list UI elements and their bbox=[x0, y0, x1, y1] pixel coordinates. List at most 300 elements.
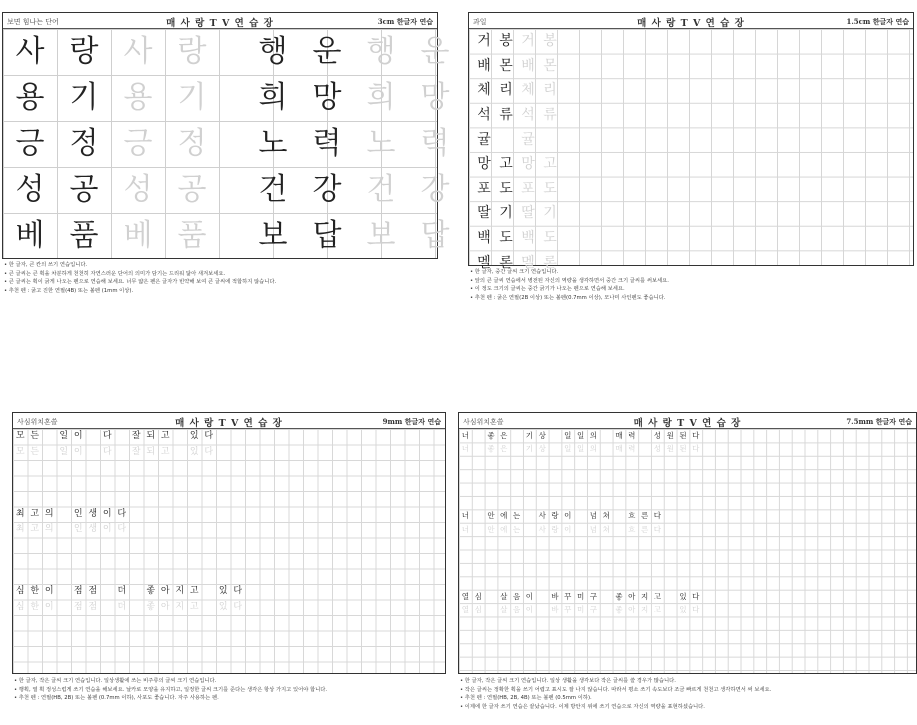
trace-glyph bbox=[574, 523, 587, 536]
practice-glyph: 좋 bbox=[615, 591, 623, 601]
trace-glyph: 인 bbox=[73, 524, 83, 535]
practice-glyph: 아 bbox=[160, 586, 170, 597]
practice-glyph: 좋 bbox=[487, 430, 495, 440]
practice-glyph bbox=[574, 509, 587, 522]
sheet-topic: 사심위치혼쓸 bbox=[17, 418, 58, 426]
sheet-size-label: 3cm 한글자 연습 bbox=[377, 17, 433, 26]
sheet-title: 매 사 랑 T V 연 습 장 bbox=[633, 418, 742, 429]
practice-glyph: 이 bbox=[102, 508, 112, 519]
trace-glyph: 이 bbox=[525, 605, 534, 615]
note-line: • 이 정도 크기의 글씨는 중간 굵기가 나오는 펜으로 연습해 보세요. bbox=[470, 286, 625, 293]
sheet-topic: 보면 힘나는 단어 bbox=[7, 18, 59, 26]
trace-glyph: 의 bbox=[44, 524, 54, 535]
trace-glyph: 있 bbox=[189, 446, 199, 457]
trace-glyph bbox=[42, 445, 57, 461]
practice-glyph: 일 bbox=[564, 430, 572, 440]
trace-glyph: 너 bbox=[461, 444, 470, 454]
trace-glyph: 력 bbox=[628, 444, 636, 454]
trace-glyph: 다 bbox=[653, 524, 662, 534]
practice-sheet-7-5mm bbox=[456, 410, 917, 725]
practice-glyph: 보 bbox=[258, 218, 288, 253]
trace-glyph: 일 bbox=[59, 446, 69, 457]
practice-glyph bbox=[472, 509, 485, 522]
practice-glyph: 봉 bbox=[499, 33, 513, 50]
practice-glyph: 있 bbox=[189, 431, 199, 442]
trace-glyph: 쳐 bbox=[602, 524, 610, 534]
trace-glyph bbox=[523, 523, 536, 536]
practice-glyph bbox=[638, 429, 651, 442]
trace-glyph: 용 bbox=[123, 80, 153, 115]
note-line: • 이제에 한 글자 쓰기 연습은 끝났습니다. 이제 방안지 위에 쓰기 연습으로 자신의 역량을 표현하셨습니다. bbox=[460, 703, 705, 710]
practice-glyph: 열 bbox=[461, 591, 470, 601]
practice-grid bbox=[469, 29, 913, 271]
trace-glyph: 일 bbox=[564, 444, 572, 454]
trace-glyph: 심 bbox=[474, 605, 482, 615]
trace-glyph: 도 bbox=[543, 230, 557, 247]
trace-glyph bbox=[539, 127, 561, 152]
practice-glyph: 상 bbox=[538, 430, 546, 440]
practice-glyph: 행 bbox=[258, 34, 288, 69]
trace-glyph: 아 bbox=[160, 601, 170, 612]
practice-glyph: 론 bbox=[499, 254, 513, 271]
note-line: • 한 글자, 큰 칸의 쓰기 연습입니다. bbox=[4, 262, 88, 268]
trace-glyph: 운 bbox=[420, 34, 450, 69]
practice-glyph: 흐 bbox=[628, 511, 636, 521]
practice-glyph: 망 bbox=[477, 156, 491, 173]
trace-glyph: 정 bbox=[177, 126, 207, 161]
sheet-frame bbox=[468, 12, 914, 271]
trace-glyph: 보 bbox=[366, 218, 396, 253]
practice-glyph: 기 bbox=[499, 205, 513, 222]
practice-glyph: 아 bbox=[628, 591, 636, 601]
trace-glyph: 른 bbox=[640, 524, 649, 534]
practice-grid bbox=[459, 429, 916, 673]
practice-glyph: 심 bbox=[474, 591, 482, 601]
practice-glyph bbox=[549, 429, 562, 442]
trace-glyph: 고 bbox=[30, 524, 40, 535]
trace-glyph: 백 bbox=[521, 230, 535, 247]
trace-glyph: 일 bbox=[576, 444, 585, 454]
practice-glyph: 거 bbox=[477, 33, 491, 50]
practice-glyph: 원 bbox=[666, 430, 674, 440]
practice-glyph: 른 bbox=[640, 511, 649, 521]
trace-glyph: 다 bbox=[102, 446, 112, 457]
practice-glyph: 품 bbox=[69, 218, 99, 253]
practice-glyph: 너 bbox=[461, 430, 470, 440]
note-line: • 추천 펜 : 연필(HB, 2B) 또는 볼펜 (0.7mm 이하), 사포도 좋습니다. 자주 사용하는 펜. bbox=[14, 695, 219, 702]
trace-glyph: 딸 bbox=[521, 205, 535, 222]
trace-glyph: 답 bbox=[420, 218, 450, 253]
practice-glyph: 체 bbox=[477, 82, 491, 99]
practice-glyph bbox=[129, 584, 144, 600]
note-line: • 한 글자, 작은 글씨 크기 연습입니다. 일상생활에 쓰는 비주류의 글씨 크기 연습입니다. bbox=[14, 678, 217, 684]
practice-grid bbox=[3, 29, 450, 258]
practice-glyph: 기 bbox=[69, 80, 99, 115]
trace-glyph: 매 bbox=[615, 444, 623, 454]
sheet-topic: 과일 bbox=[473, 18, 487, 26]
practice-glyph: 매 bbox=[615, 430, 623, 440]
trace-glyph: 구 bbox=[589, 605, 598, 615]
trace-glyph: 력 bbox=[420, 126, 450, 161]
trace-glyph: 기 bbox=[525, 444, 534, 454]
practice-glyph bbox=[536, 590, 549, 603]
trace-glyph: 체 bbox=[521, 82, 535, 99]
trace-glyph: 귤 bbox=[521, 131, 535, 148]
trace-glyph: 다 bbox=[692, 605, 700, 615]
practice-glyph: 의 bbox=[589, 430, 598, 440]
trace-glyph bbox=[57, 522, 72, 538]
practice-glyph: 에 bbox=[500, 511, 508, 521]
trace-glyph bbox=[100, 600, 115, 616]
trace-glyph: 된 bbox=[679, 444, 687, 454]
practice-glyph: 고 bbox=[499, 156, 513, 173]
trace-glyph bbox=[202, 600, 217, 616]
practice-glyph bbox=[600, 590, 613, 603]
practice-glyph bbox=[485, 590, 498, 603]
trace-glyph: 지 bbox=[640, 605, 649, 615]
trace-glyph: 고 bbox=[543, 156, 557, 173]
practice-glyph: 긍 bbox=[15, 126, 45, 161]
practice-glyph bbox=[495, 127, 517, 152]
practice-glyph: 랑 bbox=[69, 34, 99, 69]
trace-glyph: 이 bbox=[102, 524, 112, 535]
trace-glyph: 상 bbox=[538, 444, 546, 454]
practice-glyph: 다 bbox=[102, 431, 112, 442]
practice-glyph: 일 bbox=[59, 431, 69, 442]
practice-glyph: 되 bbox=[146, 431, 156, 442]
trace-glyph: 고 bbox=[189, 601, 199, 612]
trace-glyph: 론 bbox=[543, 254, 557, 271]
trace-glyph bbox=[638, 442, 651, 455]
practice-glyph: 강 bbox=[312, 172, 342, 207]
note-line: • 추천 펜 : 굵고 진한 연필(4B) 또는 볼펜 (1mm 이상). bbox=[4, 287, 134, 294]
practice-glyph: 정 bbox=[69, 126, 99, 161]
trace-glyph: 사 bbox=[538, 524, 546, 534]
practice-glyph: 공 bbox=[69, 172, 99, 207]
trace-glyph bbox=[485, 603, 498, 616]
practice-glyph: 사 bbox=[538, 511, 546, 521]
sheet-size-label: 9mm 한글자 연습 bbox=[382, 417, 441, 426]
practice-glyph: 사 bbox=[15, 34, 45, 69]
practice-glyph: 용 bbox=[15, 80, 45, 115]
practice-glyph: 석 bbox=[477, 107, 491, 124]
sheet-notes bbox=[460, 677, 771, 711]
practice-glyph: 넘 bbox=[589, 511, 598, 521]
practice-glyph: 다 bbox=[653, 511, 662, 521]
trace-glyph: 포 bbox=[521, 180, 535, 197]
practice-glyph: 백 bbox=[477, 230, 491, 247]
practice-glyph: 망 bbox=[312, 80, 342, 115]
trace-glyph: 리 bbox=[543, 82, 557, 99]
practice-glyph: 고 bbox=[160, 431, 170, 442]
practice-glyph bbox=[510, 429, 523, 442]
trace-glyph: 성 bbox=[653, 444, 662, 454]
note-line: • 작은 글씨는 정확한 획을 쓰기 어렵고 표시도 잘 나지 않습니다. 따라서 평소 쓰기 속도보다 조금 빠르게 천천고 생각하면서 써 보세요. bbox=[460, 686, 772, 693]
trace-glyph: 아 bbox=[628, 605, 636, 615]
trace-glyph: 몬 bbox=[543, 57, 557, 74]
practice-glyph: 든 bbox=[30, 431, 40, 442]
practice-glyph: 다 bbox=[692, 430, 700, 440]
practice-glyph: 배 bbox=[477, 57, 491, 74]
practice-glyph: 운 bbox=[312, 34, 342, 69]
practice-glyph: 일 bbox=[576, 430, 585, 440]
practice-sheet-3cm bbox=[0, 10, 450, 310]
note-line: • 행획, 열 획 정성스럽게 쓰기 연습을 해보세요. 날카로 모양을 유지하고, 일정한 글씨 크기를 준다는 생각은 항상 가지고 있어야 합니다. bbox=[14, 686, 328, 693]
trace-glyph: 있 bbox=[218, 601, 228, 612]
sheet-size-label: 1.5cm 한글자 연습 bbox=[846, 17, 909, 26]
trace-glyph: 점 bbox=[88, 601, 98, 612]
trace-glyph: 지 bbox=[175, 601, 185, 612]
sheet-notes bbox=[470, 268, 669, 302]
trace-glyph: 되 bbox=[146, 446, 156, 457]
trace-glyph bbox=[472, 523, 485, 536]
practice-glyph: 답 bbox=[312, 218, 342, 253]
trace-glyph: 좋 bbox=[487, 444, 495, 454]
trace-glyph: 음 bbox=[512, 605, 521, 615]
trace-glyph bbox=[129, 600, 144, 616]
practice-glyph: 류 bbox=[499, 107, 513, 124]
trace-glyph: 는 bbox=[512, 524, 521, 534]
trace-glyph: 좋 bbox=[615, 605, 623, 615]
practice-glyph: 몬 bbox=[499, 57, 513, 74]
trace-glyph bbox=[173, 445, 188, 461]
trace-glyph: 최 bbox=[15, 524, 25, 535]
practice-glyph bbox=[173, 429, 188, 445]
trace-glyph: 망 bbox=[521, 156, 535, 173]
trace-glyph: 베 bbox=[123, 218, 153, 253]
trace-glyph: 있 bbox=[679, 605, 687, 615]
sheet-frame bbox=[12, 412, 446, 674]
trace-glyph: 다 bbox=[204, 446, 214, 457]
practice-glyph: 건 bbox=[258, 172, 288, 207]
trace-glyph: 성 bbox=[123, 172, 153, 207]
practice-glyph: 인 bbox=[73, 508, 83, 519]
practice-glyph: 고 bbox=[653, 591, 662, 601]
practice-grid bbox=[13, 429, 445, 673]
trace-glyph: 바 bbox=[551, 605, 559, 615]
practice-glyph: 다 bbox=[204, 431, 214, 442]
practice-glyph: 고 bbox=[30, 508, 40, 519]
practice-glyph: 도 bbox=[499, 230, 513, 247]
trace-glyph: 안 bbox=[487, 524, 495, 534]
practice-glyph: 기 bbox=[525, 430, 534, 440]
practice-glyph bbox=[42, 429, 57, 445]
practice-glyph: 있 bbox=[679, 591, 687, 601]
practice-glyph bbox=[523, 509, 536, 522]
practice-sheet-9mm bbox=[10, 410, 450, 725]
sheet-title: 매 사 랑 T V 연 습 장 bbox=[166, 18, 274, 29]
practice-glyph bbox=[57, 507, 72, 523]
trace-glyph: 너 bbox=[461, 524, 470, 534]
sheet-size-label: 7.5mm 한글자 연습 bbox=[846, 417, 912, 426]
sheet-topic: 사심위치혼쓸 bbox=[463, 418, 504, 426]
practice-glyph: 다 bbox=[692, 591, 700, 601]
trace-glyph: 은 bbox=[500, 444, 508, 454]
trace-glyph: 살 bbox=[500, 605, 508, 615]
trace-glyph: 이 bbox=[44, 601, 54, 612]
practice-glyph: 다 bbox=[117, 508, 127, 519]
note-line: • 추천 펜 : 굵은 연필(2B 이상) 또는 볼펜(0.7mm 이상), 모나미 사인펜도 좋습니다. bbox=[470, 294, 666, 301]
trace-glyph bbox=[600, 442, 613, 455]
trace-glyph: 봉 bbox=[543, 33, 557, 50]
trace-glyph bbox=[664, 603, 677, 616]
trace-glyph: 멜 bbox=[521, 254, 535, 271]
trace-glyph: 이 bbox=[73, 446, 83, 457]
trace-glyph: 한 bbox=[30, 601, 40, 612]
note-line: • 앞의 큰 글씨 연습에서 병전된 자신의 역량을 생각하면서 중간 크기 글씨를 써보세요. bbox=[470, 277, 669, 284]
trace-glyph: 흐 bbox=[628, 524, 636, 534]
practice-glyph: 는 bbox=[512, 511, 521, 521]
practice-glyph: 베 bbox=[15, 218, 45, 253]
trace-glyph: 미 bbox=[576, 605, 585, 615]
practice-glyph: 멜 bbox=[477, 254, 491, 271]
practice-glyph: 점 bbox=[73, 586, 83, 597]
trace-glyph: 잘 bbox=[131, 446, 141, 457]
practice-glyph bbox=[472, 429, 485, 442]
practice-glyph: 노 bbox=[258, 126, 288, 161]
practice-glyph: 력 bbox=[628, 430, 636, 440]
trace-glyph: 배 bbox=[521, 57, 535, 74]
trace-glyph: 점 bbox=[73, 601, 83, 612]
practice-glyph: 된 bbox=[679, 430, 687, 440]
trace-glyph: 이 bbox=[564, 524, 572, 534]
practice-glyph: 성 bbox=[15, 172, 45, 207]
practice-glyph: 귤 bbox=[477, 131, 491, 148]
practice-glyph: 지 bbox=[640, 591, 649, 601]
sheet-frame bbox=[2, 12, 450, 259]
trace-glyph: 랑 bbox=[551, 524, 559, 534]
practice-glyph: 잘 bbox=[131, 431, 141, 442]
note-line: • 큰 글씨는 획이 굵게 나오는 펜으로 연습해 보세요. 너무 얇은 펜은 글자가 빈약해 보여 큰 글씨에 적합하지 않습니다. bbox=[4, 279, 277, 286]
trace-glyph: 심 bbox=[15, 601, 25, 612]
trace-glyph: 노 bbox=[366, 126, 396, 161]
trace-glyph: 넘 bbox=[589, 524, 598, 534]
trace-glyph bbox=[549, 442, 562, 455]
practice-glyph bbox=[664, 590, 677, 603]
trace-glyph: 사 bbox=[123, 34, 153, 69]
practice-glyph: 희 bbox=[258, 80, 288, 115]
practice-glyph: 최 bbox=[15, 508, 25, 519]
practice-glyph: 쳐 bbox=[602, 511, 610, 521]
trace-glyph: 꾸 bbox=[564, 605, 572, 615]
trace-glyph: 더 bbox=[117, 601, 127, 612]
trace-glyph: 에 bbox=[500, 524, 508, 534]
practice-glyph: 심 bbox=[15, 586, 25, 597]
sheet-header bbox=[3, 13, 437, 29]
trace-glyph bbox=[472, 442, 485, 455]
practice-sheet-1-5cm bbox=[466, 10, 917, 310]
practice-glyph bbox=[100, 584, 115, 600]
trace-glyph: 건 bbox=[366, 172, 396, 207]
trace-glyph: 긍 bbox=[123, 126, 153, 161]
practice-glyph bbox=[57, 584, 72, 600]
practice-glyph: 있 bbox=[218, 586, 228, 597]
trace-glyph: 고 bbox=[653, 605, 662, 615]
note-line: • 추천 펜 : 연필(HB, 2B, 4B) 또는 볼펜 (0.5mm 이하). bbox=[460, 695, 592, 702]
trace-glyph bbox=[600, 603, 613, 616]
practice-glyph: 한 bbox=[30, 586, 40, 597]
practice-glyph bbox=[202, 584, 217, 600]
trace-glyph: 다 bbox=[692, 444, 700, 454]
trace-glyph: 원 bbox=[666, 444, 674, 454]
practice-glyph: 이 bbox=[73, 431, 83, 442]
practice-glyph: 력 bbox=[312, 126, 342, 161]
trace-glyph: 좋 bbox=[146, 601, 156, 612]
trace-glyph: 열 bbox=[461, 605, 470, 615]
sheet-header bbox=[459, 413, 916, 429]
trace-glyph bbox=[86, 445, 101, 461]
practice-glyph bbox=[115, 429, 130, 445]
practice-glyph: 이 bbox=[525, 591, 534, 601]
trace-glyph: 류 bbox=[543, 107, 557, 124]
sheet-notes bbox=[14, 677, 327, 703]
trace-glyph: 의 bbox=[589, 444, 598, 454]
practice-glyph: 지 bbox=[175, 586, 185, 597]
practice-glyph: 구 bbox=[589, 591, 598, 601]
practice-glyph: 고 bbox=[189, 586, 199, 597]
practice-glyph: 더 bbox=[117, 586, 127, 597]
note-line: • 한 글자, 중간 글씨 크기 연습입니다. bbox=[470, 269, 559, 275]
trace-glyph bbox=[510, 442, 523, 455]
sheet-title: 매 사 랑 T V 연 습 장 bbox=[175, 418, 283, 429]
trace-glyph: 고 bbox=[160, 446, 170, 457]
note-line: • 한 글자, 작은 글씨 크기 연습입니다. 일상 생활을 생각보다 작은 글씨를 쓸 경우가 많습니다. bbox=[460, 678, 676, 684]
trace-glyph: 랑 bbox=[177, 34, 207, 69]
trace-glyph: 기 bbox=[177, 80, 207, 115]
practice-glyph: 꾸 bbox=[564, 591, 572, 601]
practice-glyph: 성 bbox=[653, 430, 662, 440]
practice-glyph: 바 bbox=[551, 591, 559, 601]
practice-glyph: 점 bbox=[88, 586, 98, 597]
practice-glyph bbox=[600, 429, 613, 442]
trace-glyph: 희 bbox=[366, 80, 396, 115]
trace-glyph bbox=[536, 603, 549, 616]
sheet-frame bbox=[458, 412, 917, 674]
practice-glyph: 안 bbox=[487, 511, 495, 521]
trace-glyph: 든 bbox=[30, 446, 40, 457]
trace-glyph: 도 bbox=[543, 180, 557, 197]
practice-glyph: 음 bbox=[512, 591, 521, 601]
sheet-title: 매 사 랑 T V 연 습 장 bbox=[637, 18, 745, 29]
trace-glyph: 석 bbox=[521, 107, 535, 124]
practice-glyph: 도 bbox=[499, 180, 513, 197]
practice-glyph: 다 bbox=[233, 586, 243, 597]
trace-glyph: 다 bbox=[117, 524, 127, 535]
practice-glyph: 의 bbox=[44, 508, 54, 519]
trace-glyph: 망 bbox=[420, 80, 450, 115]
trace-glyph bbox=[115, 445, 130, 461]
practice-glyph: 은 bbox=[500, 430, 508, 440]
trace-glyph bbox=[57, 600, 72, 616]
practice-glyph bbox=[86, 429, 101, 445]
trace-glyph: 생 bbox=[88, 524, 98, 535]
practice-glyph: 이 bbox=[564, 511, 572, 521]
sheet-notes bbox=[4, 261, 276, 295]
trace-glyph bbox=[613, 523, 626, 536]
sheet-header bbox=[469, 13, 913, 29]
trace-glyph: 모 bbox=[15, 446, 25, 457]
trace-glyph: 공 bbox=[177, 172, 207, 207]
practice-glyph: 좋 bbox=[146, 586, 156, 597]
trace-glyph: 거 bbox=[521, 33, 535, 50]
note-line: • 큰 글씨는 큰 획을 차분하게 천천히 자연스러운 단어의 의미가 담기는 드리워 닮아 새겨보세요. bbox=[4, 270, 226, 277]
practice-glyph: 너 bbox=[461, 511, 470, 521]
practice-glyph: 살 bbox=[500, 591, 508, 601]
practice-glyph: 포 bbox=[477, 180, 491, 197]
trace-glyph: 강 bbox=[420, 172, 450, 207]
trace-glyph: 기 bbox=[543, 205, 557, 222]
trace-glyph: 품 bbox=[177, 218, 207, 253]
